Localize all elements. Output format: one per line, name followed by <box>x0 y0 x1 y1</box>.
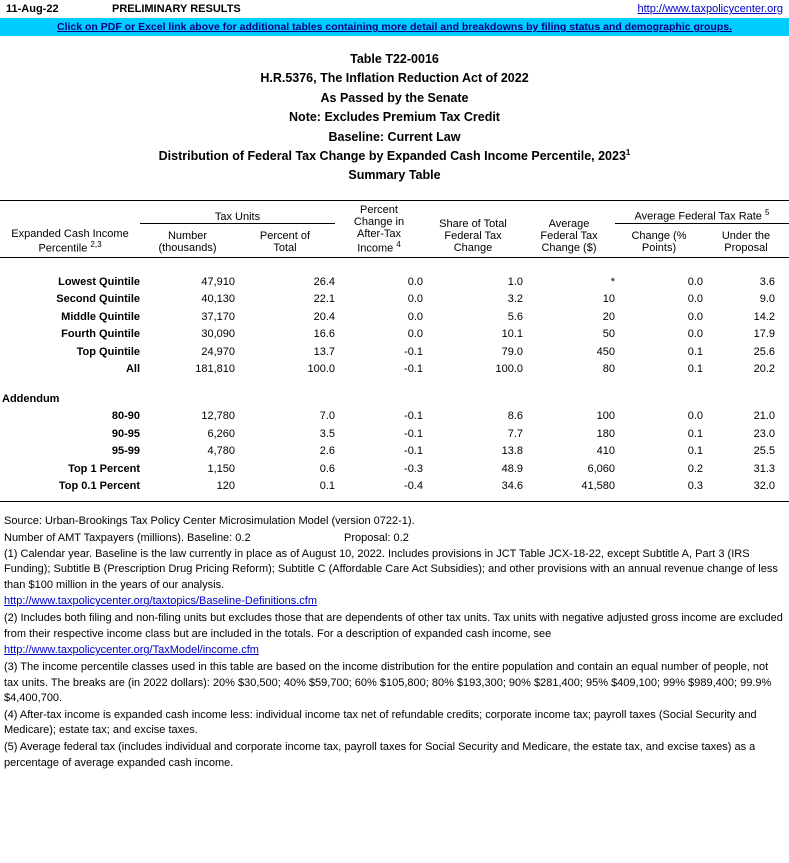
cell-number: 4,780 <box>207 445 235 458</box>
bill-status: As Passed by the Senate <box>320 90 469 105</box>
cell-rate-under: 31.3 <box>753 462 775 475</box>
baseline-definitions-link[interactable]: http://www.taxpolicycenter.org/taxtopics/Baseline-Definitions.cfm <box>4 595 318 608</box>
cell-share: 100.0 <box>495 363 523 376</box>
cell-percent-total: 3.5 <box>319 427 335 440</box>
cell-after-tax: 0.0 <box>407 328 423 341</box>
distribution-table <box>0 200 789 503</box>
cell-number: 37,170 <box>201 310 235 323</box>
amt-baseline: Number of AMT Taxpayers (millions). Baseline: 0.2 <box>4 532 251 545</box>
cell-number: 120 <box>216 480 235 493</box>
cell-after-tax: -0.1 <box>404 427 423 440</box>
distribution-footnote-marker: 1 <box>625 147 631 157</box>
col-group-tax-units: Tax Units <box>140 204 335 223</box>
cell-rate-change: 0.0 <box>687 328 703 341</box>
rate-change-line2: Points) <box>641 242 677 255</box>
cell-share: 79.0 <box>501 345 523 358</box>
cell-percent-total: 16.6 <box>313 328 335 341</box>
col-group-avg-fed-tax-rate <box>615 204 789 223</box>
cell-rate-under: 9.0 <box>759 293 775 306</box>
footnote-3: (3) The income percentile classes used in this table are based on the income distribution for the entire population and contain an equal number of people, not tax units. The breaks are (in 2022 dollars): 20% $30,500; 40% $59,700; 60% $105,800; 80% $193,300; 90% $281,400; 95% $409,100; 99% $989,400; 99.9% $4,400,700. <box>4 660 772 705</box>
cell-avg-change: 100 <box>596 410 615 423</box>
cell-avg-change: 410 <box>596 445 615 458</box>
document-header <box>0 0 789 15</box>
table-row <box>0 440 789 458</box>
title-note: Note: Excludes Premium Tax Credit <box>289 110 500 125</box>
row-label: Top 1 Percent <box>68 462 140 475</box>
cell-number: 30,090 <box>201 328 235 341</box>
cell-avg-change: * <box>610 275 615 288</box>
row-label: Fourth Quintile <box>61 328 140 341</box>
avg-change-line2: Federal Tax <box>540 230 598 243</box>
footnote-5: (5) Average federal tax (includes individual and corporate income tax, payroll taxes for Social Security and Medicare, the estate tax, and excise taxes) as a percentage of average expanded cash income. <box>4 740 756 769</box>
table-bottom-rule <box>0 492 789 502</box>
col-header-rate-under-proposal <box>703 223 789 254</box>
col-header-income-line2 <box>0 240 140 255</box>
pct-total-line2: Total <box>273 242 297 255</box>
row-label: Middle Quintile <box>61 310 140 323</box>
cell-after-tax: 0.0 <box>407 293 423 306</box>
cell-rate-under: 25.6 <box>753 345 775 358</box>
cell-number: 40,130 <box>201 293 235 306</box>
cell-percent-total: 0.1 <box>319 480 335 493</box>
amt-taxpayers-line <box>4 531 785 547</box>
avg-change-line1: Average <box>548 218 590 231</box>
instruction-banner[interactable]: Click on PDF or Excel link above for additional tables containing more detail and breakdowns by filing status and demographic groups. <box>0 18 789 36</box>
pct-change-text4: Income <box>357 242 394 255</box>
cell-after-tax: -0.1 <box>404 445 423 458</box>
row-label: All <box>125 363 140 376</box>
cell-number: 6,260 <box>207 427 235 440</box>
cell-rate-change: 0.1 <box>687 345 703 358</box>
share-line3: Change <box>453 242 493 255</box>
cell-after-tax: -0.1 <box>404 410 423 423</box>
col-header-income-footnote: 2,3 <box>90 239 102 249</box>
col-header-avg-fed-tax-change <box>523 204 615 255</box>
table-row <box>0 340 789 358</box>
cell-rate-under: 3.6 <box>759 275 775 288</box>
pct-change-line3: After-Tax <box>356 227 401 240</box>
avg-rate-text: Average Federal Tax Rate <box>634 210 762 223</box>
cell-avg-change: 180 <box>596 427 615 440</box>
row-label: Lowest Quintile <box>58 275 140 288</box>
table-row <box>0 305 789 323</box>
cell-avg-change: 80 <box>602 363 615 376</box>
pct-change-line1: Percent <box>360 203 398 216</box>
cell-percent-total: 0.6 <box>319 462 335 475</box>
footnote-2: (2) Includes both filing and non-filing units but excludes those that are dependents of other tax units. Tax units with negative adjusted gross income are excluded from their respective income class but are included in the totals. For a description of expanded cash income, see <box>4 612 783 640</box>
cell-after-tax: -0.4 <box>404 480 423 493</box>
cell-rate-change: 0.1 <box>687 363 703 376</box>
addendum-label: Addendum <box>2 392 60 405</box>
table-row <box>0 288 789 306</box>
cell-rate-under: 25.5 <box>753 445 775 458</box>
cell-after-tax: -0.1 <box>404 345 423 358</box>
cell-rate-change: 0.0 <box>687 293 703 306</box>
cell-rate-change: 0.1 <box>687 427 703 440</box>
table-row <box>0 323 789 341</box>
cell-rate-change: 0.3 <box>687 480 703 493</box>
row-label: 95-99 <box>111 445 140 458</box>
col-header-rate-change-points <box>615 223 703 254</box>
pct-change-footnote: 4 <box>396 239 401 249</box>
cell-share: 5.6 <box>507 310 523 323</box>
cell-after-tax: 0.0 <box>407 310 423 323</box>
cell-percent-total: 13.7 <box>313 345 335 358</box>
cell-number: 24,970 <box>201 345 235 358</box>
cell-avg-change: 10 <box>602 293 615 306</box>
tax-model-income-link[interactable]: http://www.taxpolicycenter.org/TaxModel/income.cfm <box>4 644 259 657</box>
cell-share: 13.8 <box>501 445 523 458</box>
col-header-number-thousands <box>140 223 235 254</box>
row-label: Top 0.1 Percent <box>58 480 140 493</box>
baseline-line: Baseline: Current Law <box>328 129 461 144</box>
table-row <box>0 358 789 376</box>
cell-rate-under: 17.9 <box>753 328 775 341</box>
col-header-percent-of-total <box>235 223 335 254</box>
cell-avg-change: 6,060 <box>587 462 615 475</box>
cell-avg-change: 450 <box>596 345 615 358</box>
cell-percent-total: 22.1 <box>313 293 335 306</box>
col-header-income-line1: Expanded Cash Income <box>11 227 129 240</box>
cell-after-tax: -0.3 <box>404 462 423 475</box>
rate-under-line2: Proposal <box>724 242 768 255</box>
cell-rate-under: 14.2 <box>753 310 775 323</box>
cell-rate-change: 0.1 <box>687 445 703 458</box>
pct-total-line1: Percent of <box>259 230 311 243</box>
row-label: 80-90 <box>111 410 140 423</box>
pct-change-line2: Change in <box>353 215 405 228</box>
cell-share: 3.2 <box>507 293 523 306</box>
cell-rate-under: 23.0 <box>753 427 775 440</box>
cell-percent-total: 2.6 <box>319 445 335 458</box>
table-row <box>0 270 789 288</box>
cell-number: 181,810 <box>195 363 235 376</box>
cell-rate-under: 21.0 <box>753 410 775 423</box>
footnote-4: (4) After-tax income is expanded cash income less: individual income tax net of refundable credits; corporate income tax; payroll taxes (Social Security and Medicare); estate tax; and excise taxes. <box>4 708 757 737</box>
table-number: Table T22-0016 <box>350 52 439 66</box>
number-line2: (thousands) <box>158 242 217 255</box>
cell-rate-change: 0.2 <box>687 462 703 475</box>
rate-change-line1: Change (% <box>631 230 687 243</box>
cell-share: 34.6 <box>501 480 523 493</box>
cell-rate-change: 0.0 <box>687 310 703 323</box>
table-row <box>0 457 789 475</box>
header-row-groups <box>0 204 789 223</box>
bill-title: H.R.5376, The Inflation Reduction Act of 2022 <box>260 71 529 86</box>
table-row <box>0 422 789 440</box>
addendum-heading-row <box>0 387 789 405</box>
cell-share: 48.9 <box>501 462 523 475</box>
spacer-row <box>0 375 789 387</box>
cell-rate-under: 20.2 <box>753 363 775 376</box>
rate-under-line1: Under the <box>721 230 771 243</box>
row-label: Top Quintile <box>76 345 140 358</box>
spacer-row <box>0 258 789 271</box>
cell-number: 12,780 <box>201 410 235 423</box>
header-website-link[interactable]: http://www.taxpolicycenter.org <box>637 3 783 15</box>
table-row <box>0 405 789 423</box>
share-line2: Federal Tax <box>444 230 502 243</box>
cell-number: 1,150 <box>207 462 235 475</box>
cell-after-tax: -0.1 <box>404 363 423 376</box>
col-header-pct-change-after-tax <box>335 204 423 255</box>
row-label: Second Quintile <box>56 293 140 306</box>
cell-avg-change: 41,580 <box>581 480 615 493</box>
header-date: 11-Aug-22 <box>6 3 59 15</box>
share-line1: Share of Total <box>439 218 507 231</box>
cell-after-tax: 0.0 <box>407 275 423 288</box>
source-note: Source: Urban-Brookings Tax Policy Center Microsimulation Model (version 0722-1). <box>4 515 415 528</box>
col-header-income-percentile <box>0 204 140 255</box>
cell-share: 7.7 <box>507 427 523 440</box>
avg-rate-footnote: 5 <box>765 207 770 217</box>
table-row <box>0 475 789 493</box>
avg-change-line3: Change ($) <box>541 242 597 255</box>
cell-avg-change: 20 <box>602 310 615 323</box>
number-line1: Number <box>167 230 208 243</box>
distribution-line <box>0 147 789 167</box>
cell-percent-total: 7.0 <box>319 410 335 423</box>
cell-percent-total: 100.0 <box>307 363 335 376</box>
distribution-text: Distribution of Federal Tax Change by Expanded Cash Income Percentile, 2023 <box>158 149 626 164</box>
cell-avg-change: 50 <box>602 328 615 341</box>
amt-proposal: Proposal: 0.2 <box>344 532 409 545</box>
footnotes-section <box>0 514 789 771</box>
summary-label: Summary Table <box>348 168 441 183</box>
cell-percent-total: 20.4 <box>313 310 335 323</box>
cell-number: 47,910 <box>201 275 235 288</box>
cell-share: 10.1 <box>501 328 523 341</box>
cell-share: 8.6 <box>507 410 523 423</box>
row-label: 90-95 <box>111 427 140 440</box>
col-header-income-text2: Percentile <box>38 242 88 255</box>
col-header-share-total <box>423 204 523 255</box>
header-preliminary-label: PRELIMINARY RESULTS <box>112 3 241 15</box>
cell-rate-under: 32.0 <box>753 480 775 493</box>
footnote-1: (1) Calendar year. Baseline is the law currently in place as of August 10, 2022. Includes provisions in JCT Table JCX-18-22, except Subtitle A, Part 3 (IRS Funding); Subtitle B (Prescription Drug Pricing Reform); Subtitle C (Affordable Care Act Subsidies); and other provisions with an annual revenue change of less than $100 million in the years of our analysis. <box>4 547 778 591</box>
cell-rate-change: 0.0 <box>687 410 703 423</box>
title-block <box>0 50 789 186</box>
cell-rate-change: 0.0 <box>687 275 703 288</box>
cell-share: 1.0 <box>507 275 523 288</box>
cell-percent-total: 26.4 <box>313 275 335 288</box>
pct-change-line4 <box>335 240 423 255</box>
